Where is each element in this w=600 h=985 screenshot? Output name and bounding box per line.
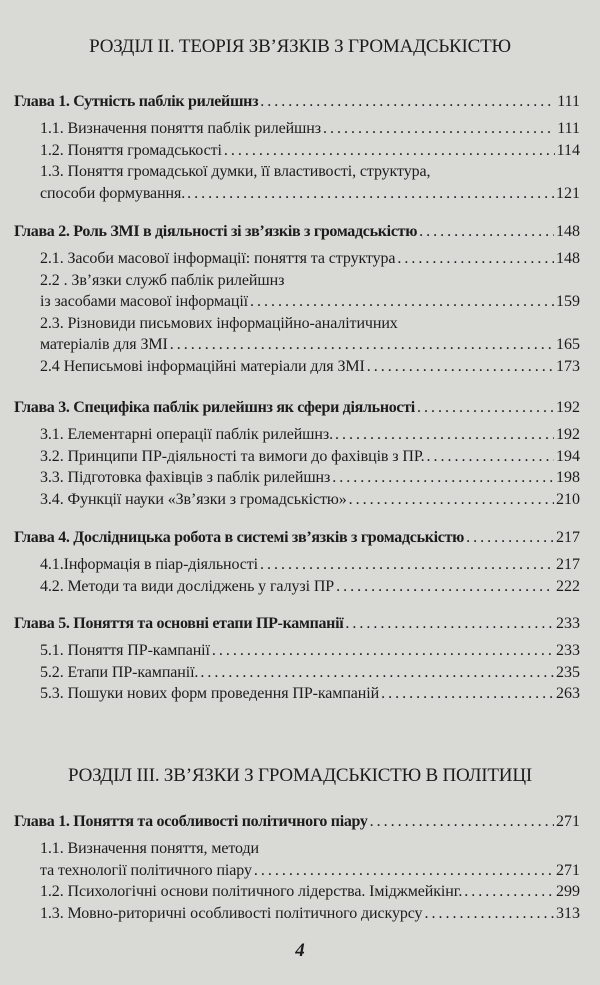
toc-line bbox=[40, 424, 580, 446]
entry-title: Глава 4. Дослідницька робота в системі зв’язків з громадськістю bbox=[14, 529, 465, 546]
entry-title: Глава 3. Специфіка паблік рилейшнз як сфери діяльності bbox=[14, 399, 415, 416]
page-ref: 233 bbox=[556, 615, 580, 632]
toc-line bbox=[40, 683, 580, 705]
section-heading: РОЗДІЛ ІІ. ТЕОРІЯ ЗВ’ЯЗКІВ З ГРОМАДСЬКІСТЮ bbox=[89, 36, 511, 57]
toc-line bbox=[40, 446, 580, 468]
page-ref: 299 bbox=[556, 883, 580, 901]
entry-title: Глава 2. Роль ЗМІ в діяльності зі зв’язків з громадськістю bbox=[14, 223, 418, 240]
entry-title: Глава 1. Сутність паблік рилейшнз bbox=[14, 93, 259, 110]
dot-leader bbox=[367, 356, 554, 378]
entry-title: 1.2. Поняття громадськості bbox=[40, 141, 222, 159]
chapter-entry bbox=[0, 527, 600, 549]
subsection-entry bbox=[0, 576, 600, 598]
entry-title: 4.2. Методи та види досліджень у галузі ПР bbox=[40, 577, 335, 595]
toc-line bbox=[40, 183, 580, 205]
subsection-entry bbox=[0, 903, 600, 925]
entry-title: 5.1. Поняття ПР-кампанії bbox=[40, 642, 210, 659]
dot-leader bbox=[254, 860, 554, 882]
toc-line bbox=[40, 467, 580, 489]
toc-line bbox=[40, 903, 580, 925]
page-ref: 148 bbox=[556, 250, 580, 267]
dot-leader bbox=[464, 881, 554, 903]
page-ref: 111 bbox=[557, 120, 580, 137]
toc-line bbox=[14, 527, 580, 549]
toc-line bbox=[40, 270, 580, 292]
entry-title: 1.3. Мовно-риторичні особливості політичного дискурсу bbox=[40, 904, 423, 922]
entry-title: 2.3. Різновиди письмових інформаційно-аналітичних bbox=[40, 314, 398, 332]
dot-leader bbox=[466, 527, 554, 549]
entry-title: 2.1. Засоби масової інформації: поняття та структура bbox=[40, 250, 396, 267]
page-ref: 235 bbox=[556, 663, 580, 681]
subsection-entry bbox=[0, 838, 600, 879]
subsection-entry bbox=[0, 662, 600, 684]
toc-line bbox=[40, 576, 580, 598]
dot-leader bbox=[397, 248, 554, 270]
dot-leader bbox=[335, 424, 554, 446]
entry-title: 5.2. Етапи ПР-кампанії. bbox=[40, 663, 199, 681]
dot-leader bbox=[224, 140, 555, 162]
dot-leader bbox=[170, 334, 554, 356]
subsection-entry bbox=[0, 118, 600, 140]
toc-line bbox=[14, 397, 580, 419]
toc-line bbox=[40, 313, 580, 335]
subsection-entry bbox=[0, 356, 600, 378]
entry-title: 3.2. Принципи ПР-діяльності та вимоги до фахівців з ПР. bbox=[40, 447, 425, 465]
toc-line bbox=[40, 662, 580, 684]
entry-title: 2.4 Неписьмові інформаційні матеріали для ЗМІ bbox=[40, 358, 365, 375]
chapter-entry bbox=[0, 91, 600, 113]
dot-leader bbox=[332, 467, 554, 489]
dot-leader bbox=[419, 221, 554, 243]
subsection-entry bbox=[0, 161, 600, 202]
page-ref: 111 bbox=[557, 93, 580, 110]
entry-title: 2.2 . Зв’язки служб паблік рилейшнз bbox=[40, 271, 285, 289]
toc-line bbox=[40, 881, 580, 903]
page-ref: 217 bbox=[556, 529, 580, 546]
subsection-entry bbox=[0, 640, 600, 662]
page-ref: 159 bbox=[556, 293, 580, 311]
toc-line bbox=[40, 838, 580, 860]
entry-title: Глава 1. Поняття та особливості політичного піару bbox=[14, 813, 368, 830]
entry-title: 3.4. Функції науки «Зв’язки з громадськістю» bbox=[40, 490, 347, 508]
dot-leader bbox=[370, 811, 554, 833]
dot-leader bbox=[323, 118, 555, 140]
page-ref: 194 bbox=[556, 447, 580, 465]
dot-leader bbox=[212, 640, 554, 662]
toc-line bbox=[40, 489, 580, 511]
entry-title: 1.3. Поняття громадської думки, її властивості, структура, bbox=[40, 163, 431, 181]
subsection-entry bbox=[0, 313, 600, 354]
chapter-entry bbox=[0, 221, 600, 243]
subsection-entry bbox=[0, 683, 600, 705]
page-ref: 192 bbox=[556, 426, 580, 443]
page-ref: 271 bbox=[556, 861, 580, 879]
subsection-entry bbox=[0, 489, 600, 511]
entry-title: із засобами масової інформації bbox=[40, 293, 249, 311]
page-ref: 313 bbox=[556, 904, 580, 922]
chapter-entry bbox=[0, 811, 600, 833]
entry-title: Глава 5. Поняття та основні етапи ПР-кампанії bbox=[14, 615, 344, 632]
toc-line bbox=[14, 91, 580, 113]
page-ref: 173 bbox=[556, 358, 580, 375]
toc-line bbox=[14, 613, 580, 635]
subsection-entry bbox=[0, 446, 600, 468]
toc-line bbox=[40, 554, 580, 576]
toc-line bbox=[40, 161, 580, 183]
section-heading: РОЗДІЛ ІІІ. ЗВ’ЯЗКИ З ГРОМАДСЬКІСТЮ В ПОЛІТИЦІ bbox=[68, 765, 532, 786]
entry-title: способи формування. bbox=[40, 184, 186, 202]
page-ref: 198 bbox=[556, 469, 580, 487]
page-ref: 210 bbox=[556, 490, 580, 508]
entry-title: 1.1. Визначення поняття паблік рилейшнз bbox=[40, 120, 321, 137]
dot-leader bbox=[250, 291, 554, 313]
entry-title: 3.1. Елементарні операції паблік рилейшнз. bbox=[40, 426, 333, 443]
dot-leader bbox=[187, 183, 554, 205]
entry-title: 1.1. Визначення поняття, методи bbox=[40, 840, 259, 857]
dot-leader bbox=[427, 446, 554, 468]
page-ref: 148 bbox=[556, 223, 580, 240]
toc-line bbox=[14, 221, 580, 243]
entry-title: матеріалів для ЗМІ bbox=[40, 336, 168, 354]
subsection-entry bbox=[0, 881, 600, 903]
toc-line bbox=[40, 140, 580, 162]
subsection-entry bbox=[0, 424, 600, 446]
dot-leader bbox=[260, 91, 555, 113]
dot-leader bbox=[200, 662, 554, 684]
dot-leader bbox=[349, 489, 554, 511]
dot-leader bbox=[424, 903, 554, 925]
page-ref: 222 bbox=[556, 577, 580, 595]
dot-leader bbox=[381, 683, 554, 705]
toc-line bbox=[40, 291, 580, 313]
entry-title: та технології політичного піару bbox=[40, 861, 252, 879]
chapter-entry bbox=[0, 397, 600, 419]
page-ref: 165 bbox=[556, 336, 580, 354]
dot-leader bbox=[336, 576, 554, 598]
dot-leader bbox=[417, 397, 554, 419]
chapter-entry bbox=[0, 613, 600, 635]
entry-title: 5.3. Пошуки нових форм проведення ПР-кампаній bbox=[40, 685, 380, 703]
page-ref: 233 bbox=[556, 642, 580, 659]
subsection-entry bbox=[0, 467, 600, 489]
entry-title: 3.3. Підготовка фахівців з паблік рилейшнз bbox=[40, 469, 331, 487]
subsection-entry bbox=[0, 140, 600, 162]
toc-line bbox=[40, 356, 580, 378]
page-number: 4 bbox=[295, 940, 305, 961]
page-ref: 192 bbox=[556, 399, 580, 416]
toc-line bbox=[14, 811, 580, 833]
dot-leader bbox=[345, 613, 554, 635]
page-ref: 263 bbox=[556, 685, 580, 703]
page-ref: 217 bbox=[556, 556, 580, 573]
toc-line bbox=[40, 860, 580, 882]
entry-title: 4.1.Інформація в піар-діяльності bbox=[40, 556, 259, 573]
toc-line bbox=[40, 640, 580, 662]
toc-line bbox=[40, 334, 580, 356]
page-ref: 114 bbox=[556, 141, 580, 159]
entry-title: 1.2. Психологічні основи політичного лідерства. Іміджмейкінг. bbox=[40, 883, 463, 901]
subsection-entry bbox=[0, 554, 600, 576]
toc-line bbox=[40, 248, 580, 270]
toc-line bbox=[40, 118, 580, 140]
dot-leader bbox=[260, 554, 554, 576]
page-ref: 271 bbox=[556, 813, 580, 830]
subsection-entry bbox=[0, 248, 600, 270]
subsection-entry bbox=[0, 270, 600, 311]
page-ref: 121 bbox=[556, 184, 580, 202]
